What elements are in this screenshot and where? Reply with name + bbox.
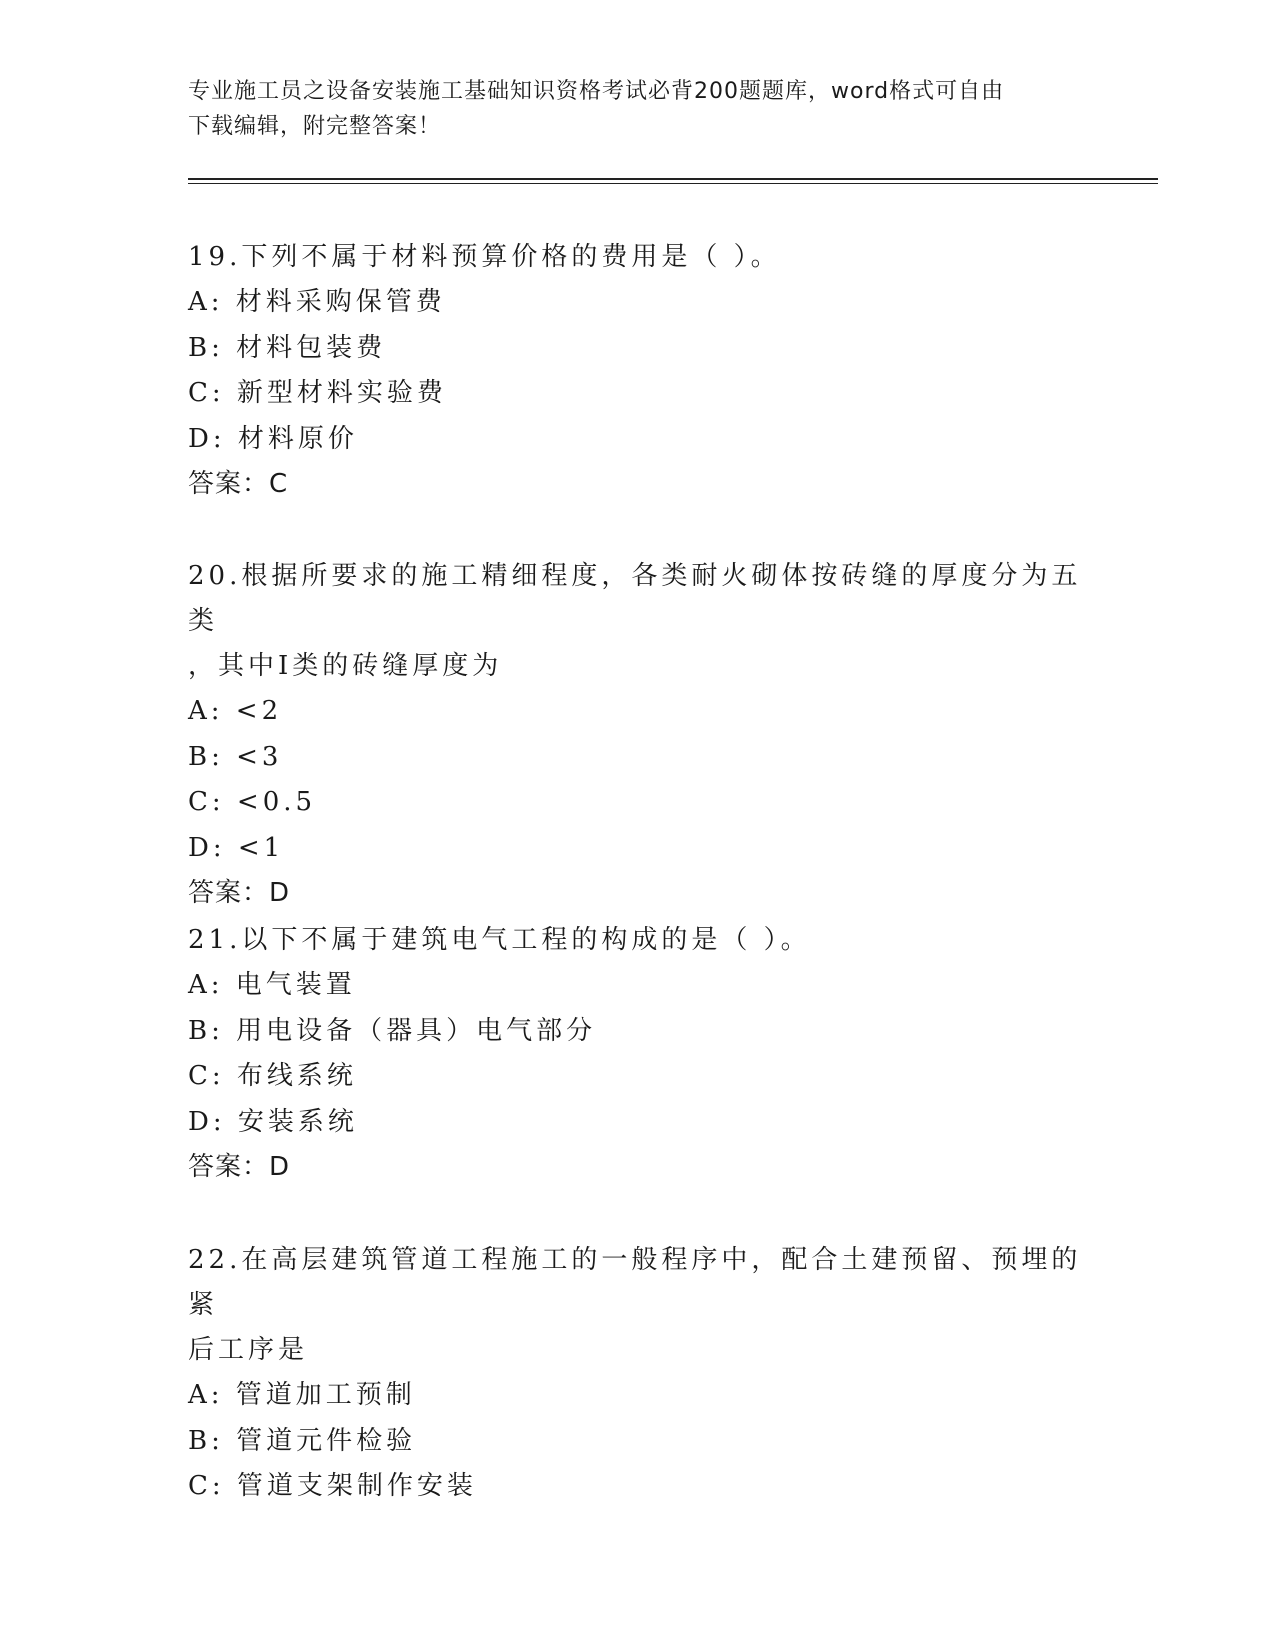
option-a: A: 电气装置 xyxy=(188,970,356,1000)
option-d: D: 材料原价 xyxy=(188,423,358,454)
option-c: C: <0.5 xyxy=(188,787,317,817)
question-stem: 20.根据所要求的施工精细程度，各类耐火砌体按砖缝的厚度分为五类 xyxy=(188,561,1082,636)
option-b: B: 管道元件检验 xyxy=(188,1425,417,1456)
question-21 xyxy=(188,918,1088,1190)
option-c: C: 布线系统 xyxy=(188,1061,357,1091)
option-b: B: 用电设备（器具）电气部分 xyxy=(188,1015,597,1046)
question-stem-continued: 后工序是 xyxy=(188,1335,309,1365)
question-stem: 21.以下不属于建筑电气工程的构成的是（ ）。 xyxy=(188,925,811,955)
document-header xyxy=(188,74,1068,144)
question-stem-continued: ，其中Ⅰ类的砖缝厚度为 xyxy=(188,651,503,681)
question-20 xyxy=(188,554,1088,916)
answer: 答案：D xyxy=(188,1152,291,1182)
answer: 答案：D xyxy=(188,878,291,908)
question-stem: 22.在高层建筑管道工程施工的一般程序中，配合土建预留、预埋的紧 xyxy=(188,1245,1082,1320)
option-c: C: 新型材料实验费 xyxy=(188,378,447,408)
option-a: A: 材料采购保管费 xyxy=(188,287,446,317)
question-19 xyxy=(188,235,1088,507)
header-divider-thick xyxy=(188,178,1158,180)
header-line-2: 下载编辑，附完整答案！ xyxy=(188,114,442,139)
option-d: D: <1 xyxy=(188,832,285,863)
question-22 xyxy=(188,1238,1088,1510)
option-b: B: 材料包装费 xyxy=(188,332,387,363)
header-line-1: 专业施工员之设备安装施工基础知识资格考试必背200题题库，word格式可自由 xyxy=(188,79,1005,104)
header-divider-thin xyxy=(188,183,1158,184)
answer: 答案：C xyxy=(188,469,289,499)
option-b: B: <3 xyxy=(188,741,283,772)
option-a: A: 管道加工预制 xyxy=(188,1380,416,1410)
option-a: A: <2 xyxy=(188,696,283,726)
option-c: C: 管道支架制作安装 xyxy=(188,1471,477,1501)
option-d: D: 安装系统 xyxy=(188,1106,358,1137)
question-stem: 19.下列不属于材料预算价格的费用是（ ）。 xyxy=(188,242,781,272)
